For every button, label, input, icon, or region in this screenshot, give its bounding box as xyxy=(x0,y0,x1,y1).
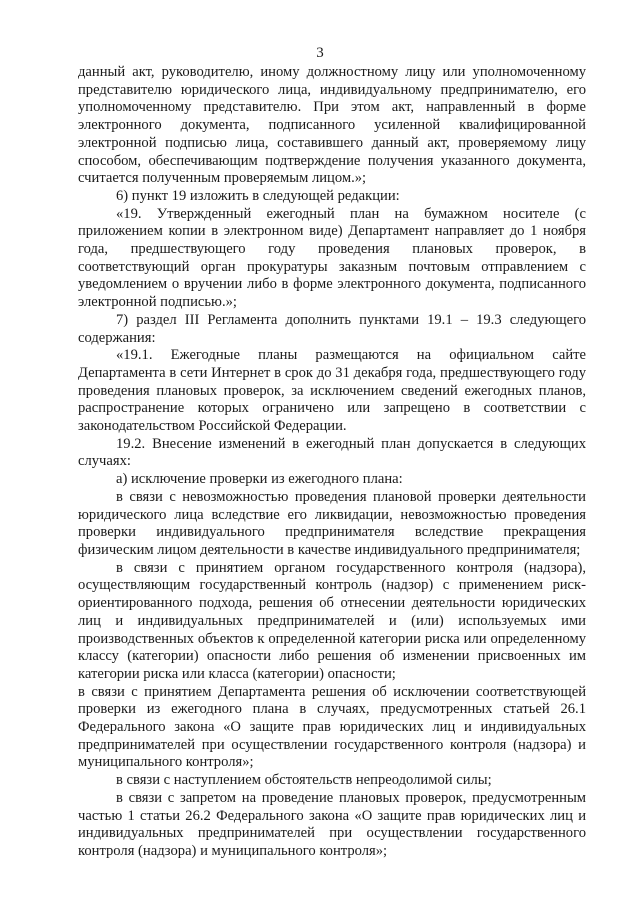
paragraph: «19. Утвержденный ежегодный план на бумажном носителе (с приложением копии в электронном виде) Департамент направляет до 1 ноября года, предшествующего году проведения плановых проверок, в соответствующий орган прокуратуры заказным почтовым отправлением с уведомлением о вручении либо в форме электронного документа, подписанного электронной подписью.»; xyxy=(78,205,586,311)
paragraph: в связи с запретом на проведение плановых проверок, предусмотренным частью 1 статьи 26.2 Федерального закона «О защите прав юридических лиц и индивидуальных предпринимателей при осуществлении государственного контроля (надзора) и муниципального контроля»; xyxy=(78,789,586,859)
paragraph: а) исключение проверки из ежегодного плана: xyxy=(116,471,403,488)
paragraph: «19.1. Ежегодные планы размещаются на официальном сайте Департамента в сети Интернет в срок до 31 декабря года, предшествующего году проведения плановых проверок, за исключением сведений ежегодных планов, распространение которых ограничено или запрещено в соответствии с законодательством Российской Федерации. xyxy=(78,347,586,435)
paragraph: 6) пункт 19 изложить в следующей редакции: xyxy=(116,187,400,204)
paragraph: 7) раздел III Регламента дополнить пунктами 19.1 – 19.3 следующего содержания: xyxy=(78,311,586,346)
paragraph: в связи с наступлением обстоятельств непреодолимой силы; xyxy=(116,772,492,789)
paragraph: 19.2. Внесение изменений в ежегодный план допускается в следующих случаях: xyxy=(78,435,586,470)
document-body xyxy=(78,64,586,861)
paragraph: данный акт, руководителю, иному должностному лицу или уполномоченному представителю юридического лица, индивидуальному предпринимателю, его уполномоченному представителю. При этом акт, направленный в форме электронного документа, подписанного усиленной квалифицированной электронной подписью лица, составившего данный акт, проверяемому лицу способом, обеспечивающим подтверждение получения указанного документа, считается полученным проверяемым лицом.»; xyxy=(78,64,586,187)
page-number: 3 xyxy=(316,45,324,61)
paragraph: в связи с невозможностью проведения плановой проверки деятельности юридического лица вследствие его ликвидации, невозможностью проведения проверки индивидуального предпринимателя вследствие прекращения физическим лицом деятельности в качестве индивидуального предпринимателя; xyxy=(78,488,586,558)
paragraph: в связи с принятием Департамента решения об исключении соответствующей проверки из ежегодного плана в случаях, предусмотренных статьей 26.1 Федерального закона «О защите прав юридических лиц и индивидуальных предпринимателей при осуществлении государственного контроля (надзора) и муниципального контроля»; xyxy=(78,683,586,771)
paragraph: в связи с принятием органом государственного контроля (надзора), осуществляющим государственный контроль (надзор) с применением риск-ориентированного подхода, решения об отнесении деятельности юридических лиц и индивидуальных предпринимателей и (или) используемых ими производственных объектов к определенной категории риска или определенному классу (категории) опасности либо решения об изменении присвоенных им категории риска или класса (категории) опасности; xyxy=(78,559,586,682)
